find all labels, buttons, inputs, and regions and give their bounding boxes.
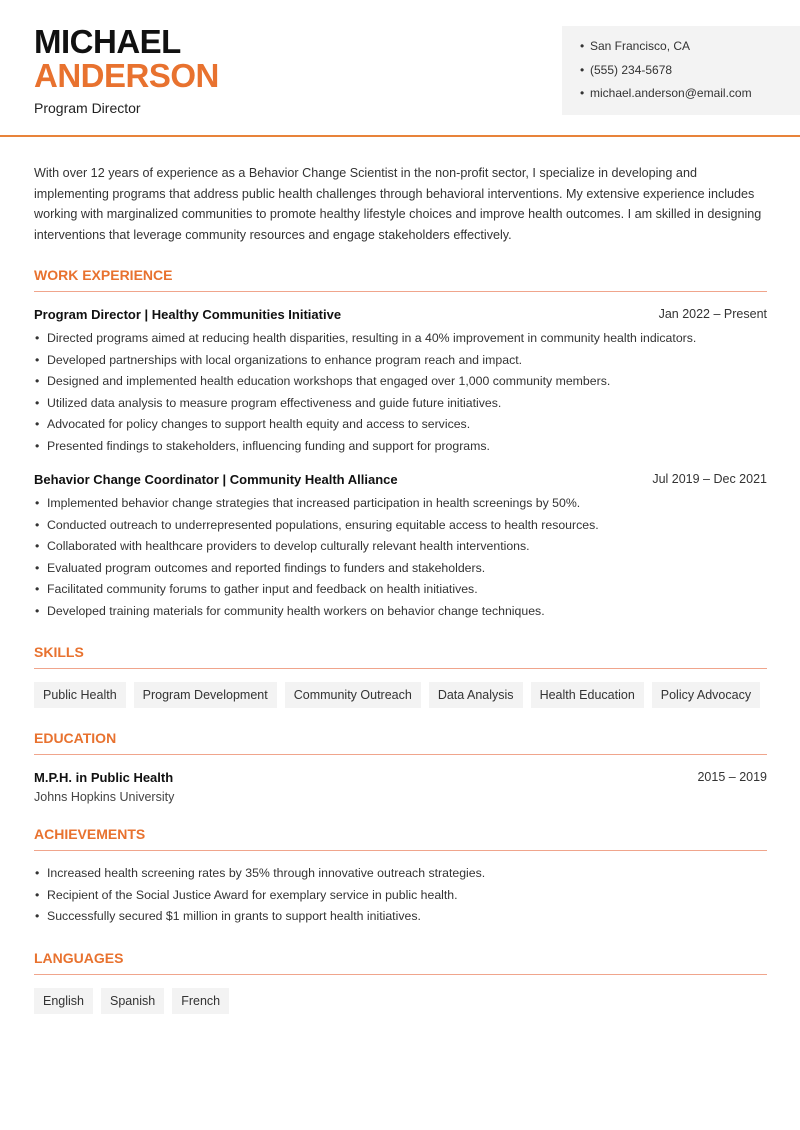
- skills-heading: SKILLS: [34, 644, 767, 669]
- skill-tag: Health Education: [531, 682, 644, 708]
- bullet-item: • Presented findings to stakeholders, influencing funding and support for programs.: [34, 436, 767, 458]
- job-position: Program Director | Healthy Communities Initiative: [34, 307, 342, 323]
- skill-tag: Program Development: [134, 682, 277, 708]
- summary: With over 12 years of experience as a Behavior Change Scientist in the non-profit sector, I specialize in developing and implementing programs that address public health challenges through behavioral interventions. My extensive experience includes working with marginalized communities to promote healthy lifestyle choices and improve health outcomes. I am skilled in designing interventions that leverage community resources and engage stakeholders effectively.: [34, 166, 762, 242]
- contact-box: [562, 26, 800, 115]
- languages-list: [34, 988, 767, 1014]
- school: Johns Hopkins University: [34, 790, 175, 805]
- bullet-item: • Implemented behavior change strategies that increased participation in health screenings by 50%.: [34, 493, 767, 515]
- resume-header: [0, 0, 800, 137]
- bullet-item: • Evaluated program outcomes and reported findings to funders and stakeholders.: [34, 558, 767, 580]
- skill-tag: Data Analysis: [429, 682, 523, 708]
- achievements-heading: ACHIEVEMENTS: [34, 826, 767, 851]
- language-tag: French: [172, 988, 229, 1014]
- achievement-item: • Successfully secured $1 million in grants to support health initiatives.: [34, 906, 767, 928]
- job-date: Jan 2022 – Present: [658, 307, 767, 322]
- bullet-item: • Conducted outreach to underrepresented populations, ensuring equitable access to health resources.: [34, 515, 767, 537]
- achievements-list: [34, 863, 767, 928]
- bullet-item: • Developed training materials for community health workers on behavior change techniques.: [34, 601, 767, 623]
- languages-heading: LANGUAGES: [34, 950, 767, 975]
- language-tag: English: [34, 988, 93, 1014]
- job-entry: [34, 307, 767, 457]
- contact-location: • San Francisco, CA: [580, 39, 800, 63]
- skill-tag: Community Outreach: [285, 682, 421, 708]
- bullet-item: • Collaborated with healthcare providers to develop culturally relevant health interventions.: [34, 536, 767, 558]
- job-bullets: [34, 328, 767, 457]
- skills-list: [34, 682, 767, 708]
- skill-tag: Policy Advocacy: [652, 682, 760, 708]
- first-name: MICHAEL: [34, 23, 181, 60]
- bullet-item: • Facilitated community forums to gather input and feedback on health initiatives.: [34, 579, 767, 601]
- education-entry: [34, 770, 767, 804]
- skill-tag: Public Health: [34, 682, 126, 708]
- education-date: 2015 – 2019: [697, 770, 767, 785]
- achievement-item: • Increased health screening rates by 35% through innovative outreach strategies.: [34, 863, 767, 885]
- last-name: ANDERSON: [34, 57, 219, 94]
- work-heading: WORK EXPERIENCE: [34, 267, 767, 292]
- bullet-item: • Developed partnerships with local organizations to enhance program reach and impact.: [34, 350, 767, 372]
- language-tag: Spanish: [101, 988, 164, 1014]
- job-title: Program Director: [34, 100, 141, 116]
- achievement-item: • Recipient of the Social Justice Award for exemplary service in public health.: [34, 885, 767, 907]
- job-entry: [34, 472, 767, 622]
- job-position: Behavior Change Coordinator | Community Health Alliance: [34, 472, 398, 488]
- education-heading: EDUCATION: [34, 730, 767, 755]
- bullet-item: • Utilized data analysis to measure program effectiveness and guide future initiatives.: [34, 393, 767, 415]
- job-bullets: [34, 493, 767, 622]
- contact-phone: • (555) 234-5678: [580, 63, 800, 87]
- contact-email: • michael.anderson@email.com: [580, 86, 800, 110]
- degree: M.P.H. in Public Health: [34, 770, 174, 786]
- job-date: Jul 2019 – Dec 2021: [652, 472, 767, 487]
- bullet-item: • Designed and implemented health education workshops that engaged over 1,000 community members.: [34, 371, 767, 393]
- bullet-item: • Advocated for policy changes to support health equity and access to services.: [34, 414, 767, 436]
- bullet-item: • Directed programs aimed at reducing health disparities, resulting in a 40% improvement in community health indicators.: [34, 328, 767, 350]
